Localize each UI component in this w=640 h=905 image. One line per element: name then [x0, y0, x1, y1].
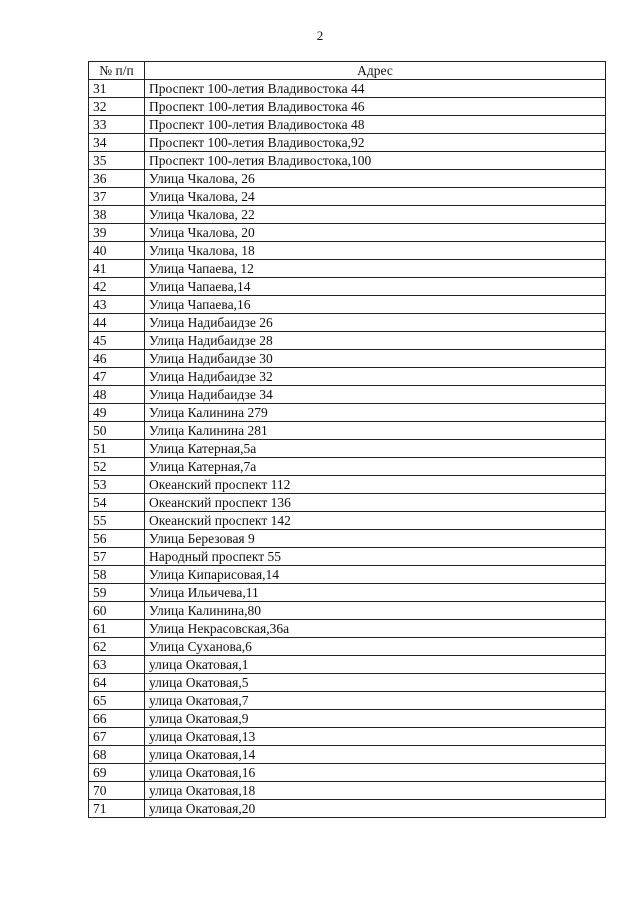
table-row [89, 152, 606, 170]
table-row [89, 566, 606, 584]
row-address: Улица Чкалова, 18 [145, 242, 606, 260]
row-number: 68 [89, 746, 145, 764]
row-address: Улица Некрасовская,36а [145, 620, 606, 638]
header-number: № п/п [89, 62, 145, 80]
table-row [89, 170, 606, 188]
table-row [89, 746, 606, 764]
row-address: Улица Калинина 279 [145, 404, 606, 422]
row-number: 45 [89, 332, 145, 350]
row-number: 44 [89, 314, 145, 332]
row-address: Улица Надибаидзе 30 [145, 350, 606, 368]
row-number: 58 [89, 566, 145, 584]
row-address: улица Окатовая,20 [145, 800, 606, 818]
row-address: Улица Чкалова, 24 [145, 188, 606, 206]
row-number: 59 [89, 584, 145, 602]
table-row [89, 764, 606, 782]
row-address: улица Окатовая,7 [145, 692, 606, 710]
row-address: Проспект 100-летия Владивостока 44 [145, 80, 606, 98]
table-row [89, 332, 606, 350]
row-address: Улица Калинина,80 [145, 602, 606, 620]
row-address: улица Окатовая,18 [145, 782, 606, 800]
row-address: Океанский проспект 142 [145, 512, 606, 530]
row-number: 69 [89, 764, 145, 782]
table-row [89, 494, 606, 512]
row-number: 38 [89, 206, 145, 224]
table-row [89, 656, 606, 674]
table-row [89, 440, 606, 458]
row-address: Улица Ильичева,11 [145, 584, 606, 602]
row-number: 35 [89, 152, 145, 170]
header-address: Адрес [145, 62, 606, 80]
table-row [89, 368, 606, 386]
table-row [89, 98, 606, 116]
row-address: Проспект 100-летия Владивостока 48 [145, 116, 606, 134]
table-row [89, 692, 606, 710]
row-number: 60 [89, 602, 145, 620]
row-address: Улица Надибаидзе 26 [145, 314, 606, 332]
row-address: Улица Чапаева,14 [145, 278, 606, 296]
row-number: 49 [89, 404, 145, 422]
row-number: 71 [89, 800, 145, 818]
row-address: Океанский проспект 136 [145, 494, 606, 512]
row-number: 42 [89, 278, 145, 296]
table-row [89, 422, 606, 440]
row-address: Улица Чкалова, 22 [145, 206, 606, 224]
row-address: Проспект 100-летия Владивостока,92 [145, 134, 606, 152]
table-row [89, 620, 606, 638]
table-row [89, 584, 606, 602]
row-number: 39 [89, 224, 145, 242]
row-address: Улица Кипарисовая,14 [145, 566, 606, 584]
row-address: улица Окатовая,1 [145, 656, 606, 674]
row-number: 41 [89, 260, 145, 278]
row-number: 62 [89, 638, 145, 656]
row-number: 57 [89, 548, 145, 566]
page-number: 2 [316, 28, 324, 43]
table-body [89, 80, 606, 818]
table-row [89, 674, 606, 692]
table-row [89, 512, 606, 530]
row-number: 47 [89, 368, 145, 386]
row-number: 54 [89, 494, 145, 512]
row-address: Улица Надибаидзе 32 [145, 368, 606, 386]
table-row [89, 80, 606, 98]
row-number: 34 [89, 134, 145, 152]
row-address: Народный проспект 55 [145, 548, 606, 566]
table-row [89, 710, 606, 728]
table-row [89, 404, 606, 422]
row-number: 63 [89, 656, 145, 674]
row-number: 67 [89, 728, 145, 746]
row-number: 36 [89, 170, 145, 188]
row-number: 40 [89, 242, 145, 260]
row-address: улица Окатовая,16 [145, 764, 606, 782]
table-row [89, 386, 606, 404]
table-row [89, 278, 606, 296]
table-row [89, 782, 606, 800]
row-number: 50 [89, 422, 145, 440]
row-number: 64 [89, 674, 145, 692]
row-number: 65 [89, 692, 145, 710]
row-address: улица Окатовая,13 [145, 728, 606, 746]
row-address: Проспект 100-летия Владивостока,100 [145, 152, 606, 170]
row-address: Океанский проспект 112 [145, 476, 606, 494]
table-row [89, 260, 606, 278]
row-number: 48 [89, 386, 145, 404]
row-number: 32 [89, 98, 145, 116]
row-address: улица Окатовая,9 [145, 710, 606, 728]
table-row [89, 314, 606, 332]
table-row [89, 548, 606, 566]
row-address: Улица Надибаидзе 34 [145, 386, 606, 404]
row-address: Улица Чкалова, 20 [145, 224, 606, 242]
row-number: 31 [89, 80, 145, 98]
table-row [89, 458, 606, 476]
row-address: Улица Березовая 9 [145, 530, 606, 548]
row-address: Улица Чкалова, 26 [145, 170, 606, 188]
row-address: Улица Катерная,7а [145, 458, 606, 476]
row-address: Улица Суханова,6 [145, 638, 606, 656]
row-number: 66 [89, 710, 145, 728]
table-row [89, 638, 606, 656]
row-number: 56 [89, 530, 145, 548]
table-row [89, 224, 606, 242]
row-number: 46 [89, 350, 145, 368]
address-table [88, 61, 606, 818]
table-header-row [89, 62, 606, 80]
row-address: Проспект 100-летия Владивостока 46 [145, 98, 606, 116]
row-number: 51 [89, 440, 145, 458]
row-address: улица Окатовая,14 [145, 746, 606, 764]
row-number: 53 [89, 476, 145, 494]
table-row [89, 728, 606, 746]
row-number: 52 [89, 458, 145, 476]
table-row [89, 188, 606, 206]
table-row [89, 800, 606, 818]
table-row [89, 296, 606, 314]
row-address: Улица Калинина 281 [145, 422, 606, 440]
table-row [89, 350, 606, 368]
table-row [89, 602, 606, 620]
row-number: 61 [89, 620, 145, 638]
table-row [89, 242, 606, 260]
row-number: 33 [89, 116, 145, 134]
table-row [89, 134, 606, 152]
table-row [89, 206, 606, 224]
row-address: улица Окатовая,5 [145, 674, 606, 692]
row-number: 43 [89, 296, 145, 314]
row-number: 70 [89, 782, 145, 800]
row-number: 55 [89, 512, 145, 530]
row-address: Улица Надибаидзе 28 [145, 332, 606, 350]
row-address: Улица Чапаева,16 [145, 296, 606, 314]
table-row [89, 476, 606, 494]
table-row [89, 530, 606, 548]
row-address: Улица Чапаева, 12 [145, 260, 606, 278]
row-address: Улица Катерная,5а [145, 440, 606, 458]
row-number: 37 [89, 188, 145, 206]
table-row [89, 116, 606, 134]
